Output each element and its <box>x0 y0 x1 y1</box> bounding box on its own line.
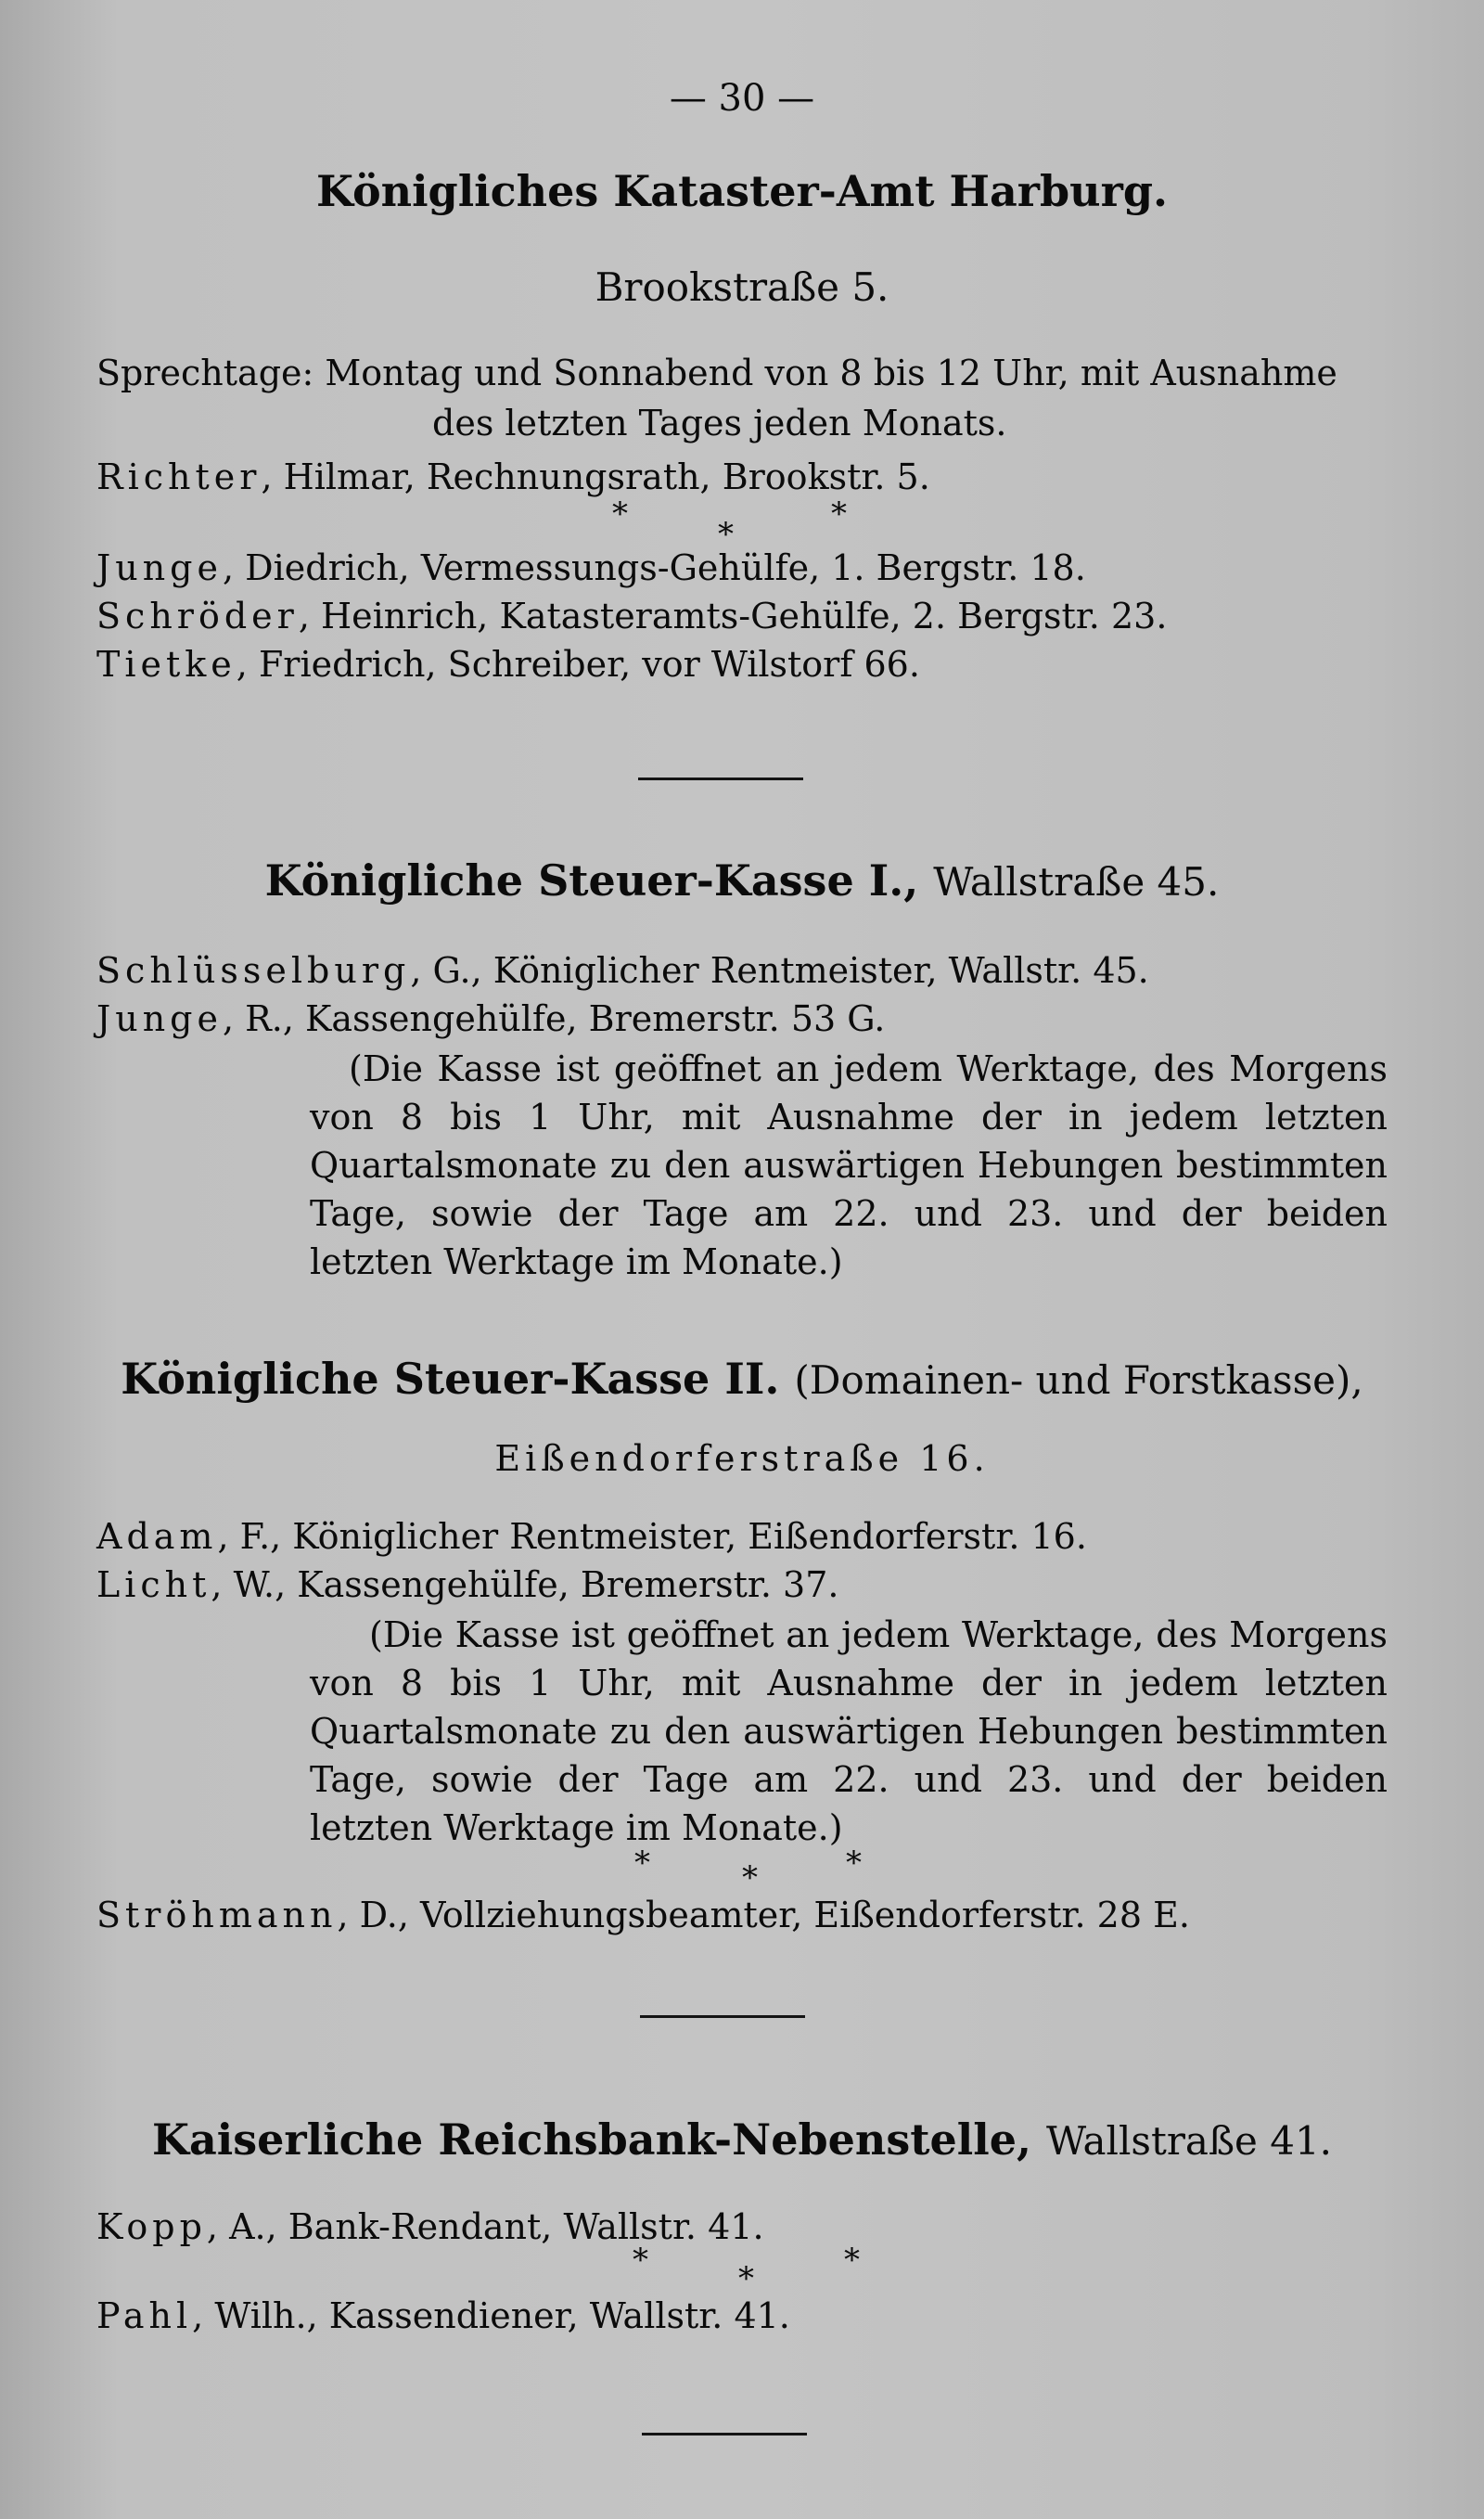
staff-name: Junge <box>96 547 223 588</box>
staff-entry <box>96 2294 790 2338</box>
separator-stars: * <box>831 495 847 533</box>
staff-name: Schlüsselburg <box>96 950 411 991</box>
section-title: Königliche Steuer-Kasse II. <box>121 1354 795 1404</box>
staff-details: , G., Königlicher Rentmeister, Wallstr. 45. <box>410 950 1149 991</box>
section-header-reichsbank <box>0 2114 1484 2165</box>
staff-name: Kopp <box>96 2206 207 2247</box>
staff-details: , F., Königlicher Rentmeister, Eißendorferstr. 16. <box>217 1516 1087 1557</box>
staff-name: Licht <box>96 1564 211 1605</box>
staff-entry <box>96 948 1149 993</box>
office-hours-line-1: Sprechtage: Montag und Sonnabend von 8 bis 12 Uhr, mit Ausnahme <box>96 353 1337 393</box>
separator-stars: * <box>846 1844 862 1882</box>
staff-name: Pahl <box>96 2295 193 2336</box>
divider <box>640 2015 805 2018</box>
note-line: Tage, sowie der Tage am 22. und 23. und der beiden <box>310 1759 1388 1800</box>
staff-name: Junge <box>96 998 223 1039</box>
note-line: (Die Kasse ist geöffnet an jedem Werktage, des Morgens <box>369 1614 1388 1655</box>
divider <box>642 2433 807 2435</box>
separator-stars: * <box>633 2242 648 2279</box>
note-line: Quartalsmonate zu den auswärtigen Hebungen bestimmten <box>310 1145 1388 1186</box>
note-line: letzten Werktage im Monate.) <box>310 1807 843 1848</box>
section-header-steuer-kasse-2 <box>0 1356 1484 1404</box>
staff-entry <box>96 1562 838 1607</box>
staff-entry <box>96 642 920 687</box>
staff-name: Ströhmann <box>96 1895 338 1935</box>
staff-name: Schröder <box>96 596 299 636</box>
section-header-steuer-kasse-1 <box>0 855 1484 906</box>
staff-name: Adam <box>96 1516 218 1557</box>
note-line: (Die Kasse ist geöffnet an jedem Werktage, des Morgens <box>349 1048 1388 1089</box>
separator-stars: * <box>634 1844 650 1882</box>
separator-stars: * <box>844 2242 860 2279</box>
note-line: Quartalsmonate zu den auswärtigen Hebungen bestimmten <box>310 1711 1388 1752</box>
page-number: — 30 — <box>669 77 815 120</box>
office-hours-line-2: des letzten Tages jeden Monats. <box>432 403 1007 443</box>
note-line: letzten Werktage im Monate.) <box>310 1241 843 1282</box>
staff-entry <box>96 2204 764 2249</box>
section-subtitle: (Domainen- und Forstkasse), <box>794 1357 1363 1403</box>
staff-details: , Heinrich, Katasteramts-Gehülfe, 2. Bergstr. 23. <box>298 596 1168 636</box>
section-title-kataster-amt: Königliches Kataster-Amt Harburg. <box>315 166 1169 216</box>
staff-entry <box>96 546 1086 590</box>
staff-details: , Wilh., Kassendiener, Wallstr. 41. <box>192 2295 790 2336</box>
staff-name: Tietke <box>96 644 237 685</box>
section-address: Eißendorferstraße 16. <box>494 1438 990 1479</box>
staff-name: Richter <box>96 456 262 497</box>
section-address: Brookstraße 5. <box>595 264 889 310</box>
staff-entry <box>96 996 885 1041</box>
section-address: Wallstraße 45. <box>933 859 1220 905</box>
separator-stars: * <box>612 495 628 533</box>
section-address: Wallstraße 41. <box>1046 2118 1333 2164</box>
staff-details: , Friedrich, Schreiber, vor Wilstorf 66. <box>236 644 920 685</box>
section-title: Kaiserliche Reichsbank-Nebenstelle, <box>151 2114 1046 2165</box>
staff-details: , A., Bank-Rendant, Wallstr. 41. <box>206 2206 764 2247</box>
staff-entry <box>96 1893 1190 1937</box>
note-line: von 8 bis 1 Uhr, mit Ausnahme der in jedem letzten <box>310 1097 1388 1137</box>
staff-details: , W., Kassengehülfe, Bremerstr. 37. <box>211 1564 839 1605</box>
section-title: Königliche Steuer-Kasse I., <box>264 855 934 906</box>
staff-details: , Diedrich, Vermessungs-Gehülfe, 1. Bergstr. 18. <box>223 547 1086 588</box>
separator-stars: * <box>738 2260 754 2297</box>
staff-entry <box>96 594 1167 638</box>
separator-stars: * <box>718 516 734 553</box>
separator-stars: * <box>742 1859 758 1896</box>
staff-entry <box>96 1514 1087 1559</box>
divider <box>638 778 803 780</box>
staff-details: , Hilmar, Rechnungsrath, Brookstr. 5. <box>261 456 930 497</box>
staff-details: , R., Kassengehülfe, Bremerstr. 53 G. <box>223 998 886 1039</box>
note-line: von 8 bis 1 Uhr, mit Ausnahme der in jedem letzten <box>310 1663 1388 1703</box>
staff-details: , D., Vollziehungsbeamter, Eißendorferstr. 28 E. <box>337 1895 1190 1935</box>
staff-entry <box>96 455 930 499</box>
note-line: Tage, sowie der Tage am 22. und 23. und der beiden <box>310 1193 1388 1234</box>
